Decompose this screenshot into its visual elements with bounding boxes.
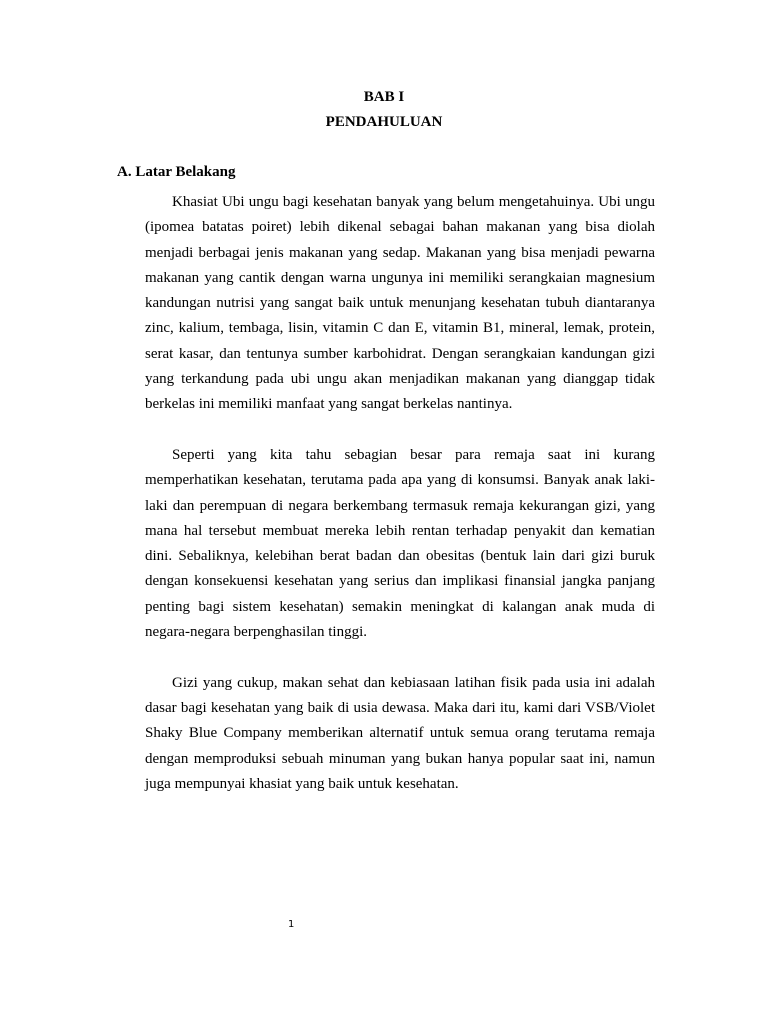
paragraph-1: Khasiat Ubi ungu bagi kesehatan banyak yang belum mengetahuinya. Ubi ungu (ipomea batatas poiret) lebih dikenal sebagai bahan makanan yang bisa diolah menjadi berbagai jenis makanan yang sedap. Makanan yang bisa menjadi pewarna makanan yang cantik dengan warna ungunya ini memiliki serangkaian magnesium kandungan nutrisi yang sangat baik untuk menunjang kesehatan tubuh diantaranya zinc, kalium, tembaga, lisin, vitamin C dan E, vitamin B1, mineral, lemak, protein, serat kasar, dan tentunya sumber karbohidrat. Dengan serangkaian kandungan gizi yang terkandung pada ubi ungu akan menjadikan makanan yang dianggap tidak berkelas ini memiliki manfaat yang sangat berkelas nantinya. bbox=[145, 194, 655, 413]
body-text bbox=[145, 190, 655, 822]
chapter-title: PENDAHULUAN bbox=[325, 114, 443, 130]
paragraph-2: Seperti yang kita tahu sebagian besar para remaja saat ini kurang memperhatikan kesehatan, terutama pada apa yang di konsumsi. Banyak anak laki-laki dan perempuan di negara berkembang termasuk remaja kekurangan gizi, yang mana hal tersebut membuat mereka lebih rentan terhadap penyakit dan kematian dini. Sebaliknya, kelebihan berat badan dan obesitas (bentuk lain dari gizi buruk dengan konsekuensi kesehatan yang serius dan implikasi finansial jangka panjang penting bagi sistem kesehatan) semakin meningkat di kalangan anak muda di negara-negara berpenghasilan tinggi. bbox=[145, 446, 655, 641]
paragraph-3: Gizi yang cukup, makan sehat dan kebiasaan latihan fisik pada usia ini adalah dasar bagi kesehatan yang baik di usia dewasa. Maka dari itu, kami dari VSB/Violet Shaky Blue Company memberikan alternatif untuk semua orang terutama remaja dengan memproduksi sebuah minuman yang bukan hanya popular saat ini, namun juga mempunyai khasiat yang baik untuk kesehatan. bbox=[145, 674, 655, 792]
section-heading: A. Latar Belakang bbox=[117, 164, 236, 180]
chapter-number: BAB I bbox=[363, 89, 405, 105]
page-number: 1 bbox=[288, 919, 295, 930]
